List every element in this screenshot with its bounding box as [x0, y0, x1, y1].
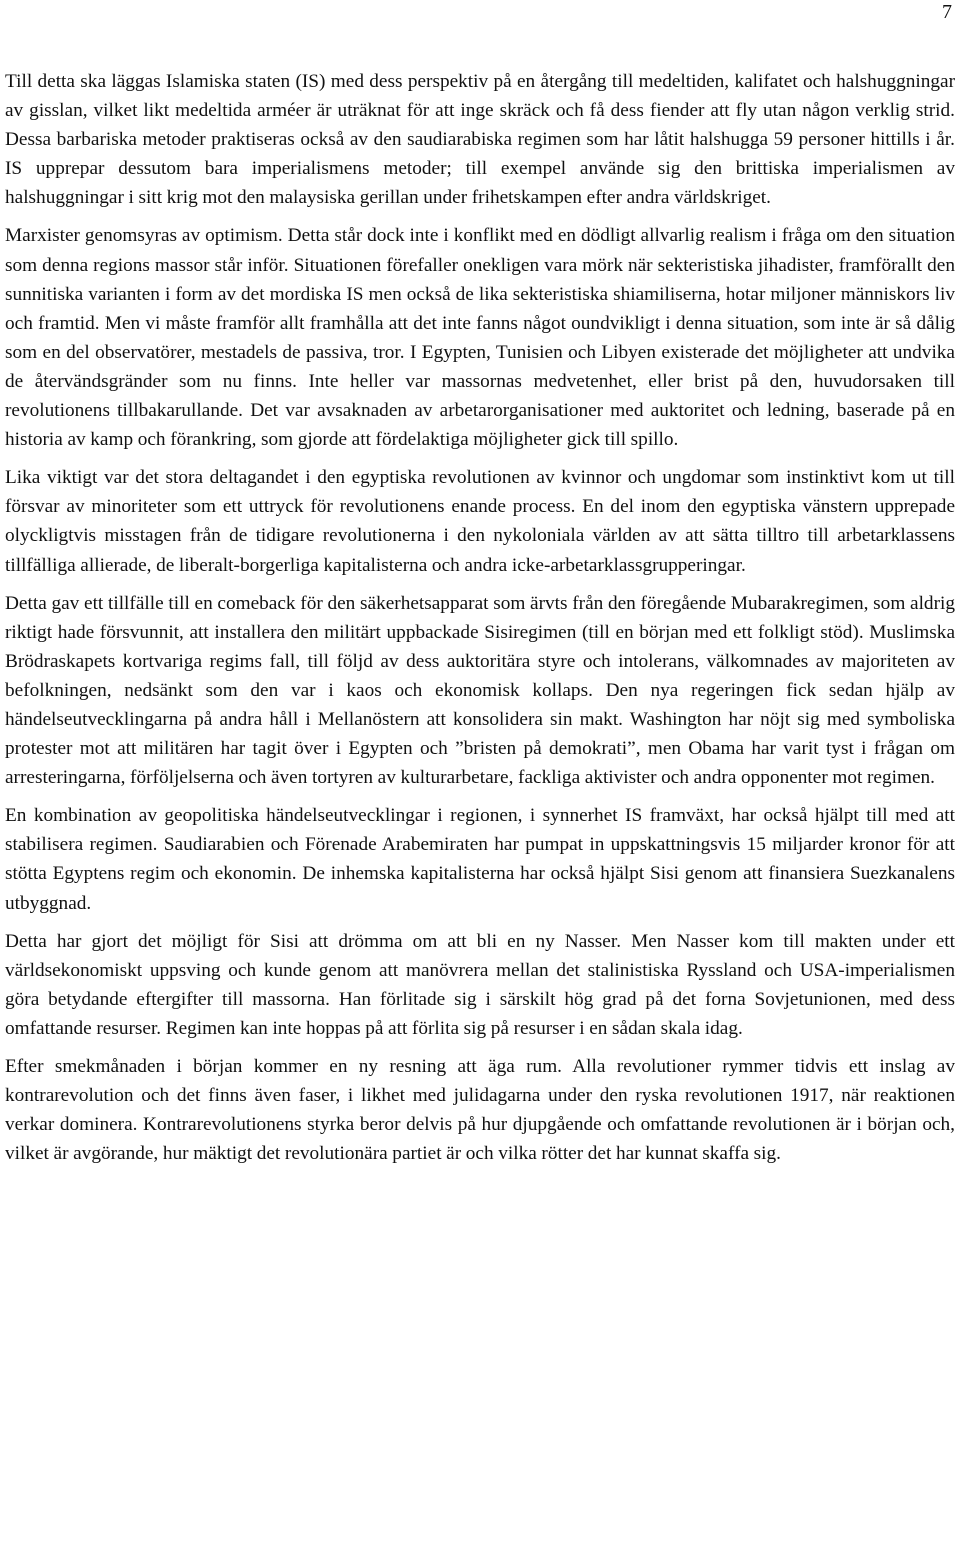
body-text	[5, 67, 955, 1177]
paragraph-4: Detta gav ett tillfälle till en comeback för den säkerhetsapparat som ärvts från den föregående Mubarakregimen, som aldrig riktigt hade försvunnit, att installera den militärt uppbackade Sisiregimen (till en början med ett folkligt stöd). Muslimska Brödraskapets kortvariga regims fall, till följd av dess auktoritära styre och intolerans, välkomnades av majoriteten av befolkningen, nedsänkt som den var i kaos och ekonomisk kollaps. Den nya regeringen fick sedan hjälp av händelseutvecklingarna på andra håll i Mellanöstern att konsolidera sin makt. Washington har nöjt sig med symboliska protester mot att militären har tagit över i Egypten och ”bristen på demokrati”, men Obama har varit tyst i frågan om arresteringarna, förföljelserna och även tortyren av kulturarbetare, fackliga aktivister och andra opponenter mot regimen.	[5, 592, 955, 789]
paragraph-7: Efter smekmånaden i början kommer en ny resning att äga rum. Alla revolutioner rymmer tidvis ett inslag av kontrarevolution och det finns även faser, i likhet med julidagarna under den ryska revolutionen 1917, när reaktionen verkar dominera. Kontrarevolutionens styrka beror delvis på hur djupgående och omfattande revolutionen är i början och, vilket är avgörande, hur mäktigt det revolutionära partiet är och vilka rötter det har kunnat skaffa sig.	[5, 1056, 955, 1165]
paragraph-1: Till detta ska läggas Islamiska staten (IS) med dess perspektiv på en återgång till medeltiden, kalifatet och halshuggningar av gisslan, vilket likt medeltida arméer är uträknat för att inge skräck och få dess fiender att fly utan någon verklig strid. Dessa barbariska metoder praktiseras också av den saudiarabiska regimen som har låtit halshugga 59 personer hittills i år. IS upprepar dessutom bara imperialismens metoder; till exempel använde sig den brittiska imperialismen av halshuggningar i sitt krig mot den malaysiska gerillan under frihetskampen efter andra världskriget.	[5, 71, 955, 209]
paragraph-5: En kombination av geopolitiska händelseutvecklingar i regionen, i synnerhet IS framväxt, har också hjälpt till med att stabilisera regimen. Saudiarabien och Förenade Arabemiraten har pumpat in uppskattningsvis 15 miljarder kronor för att stötta Egyptens regim och ekonomin. De inhemska kapitalisterna har också hjälpt Sisi genom att finansiera Suezkanalens utbyggnad.	[5, 805, 955, 914]
paragraph-3: Lika viktigt var det stora deltagandet i den egyptiska revolutionen av kvinnor och ungdomar som instinktivt kom ut till försvar av minoriteter som ett uttryck för revolutionens enande process. En del inom den egyptiska vänstern upprepade olyckligtvis misstagen från de tidigare revolutionerna i den nykoloniala världen av att sätta tilltro till arbetarklassens tillfälliga allierade, de liberalt-borgerliga kapitalisterna och andra icke-arbetarklassgrupperingar.	[5, 467, 955, 576]
paragraph-2: Marxister genomsyras av optimism. Detta står dock inte i konflikt med en dödligt allvarlig realism i fråga om den situation som denna regions massor står inför. Situationen förefaller onekligen vara mörk när sekteristiska jihadister, framförallt den sunnitiska varianten i form av det mordiska IS men också de lika sekteristiska shiamiliserna, hotar miljoner människors liv och framtid. Men vi måste framför allt framhålla att det inte fanns något oundvikligt i denna situation, som inte är så dålig som en del observatörer, mestadels de passiva, tror. I Egypten, Tunisien och Libyen existerade det möjligheter att undvika de återvändsgränder som nu finns. Inte heller var massornas medvetenhet, eller brist på den, huvudorsaken till revolutionens tillbakarullande. Det var avsaknaden av arbetarorganisationer med auktoritet och ledning, baserade på en historia av kamp och förankring, som gjorde att fördelaktiga möjligheter gick till spillo.	[5, 225, 955, 451]
paragraph-6: Detta har gjort det möjligt för Sisi att drömma om att bli en ny Nasser. Men Nasser kom till makten under ett världsekonomiskt uppsving och kunde genom att manövrera mellan det stalinistiska Ryssland och USA-imperialismen göra betydande eftergifter till massorna. Han förlitade sig i särskilt hög grad på det forna Sovjetunionen, med dess omfattande resurser. Regimen kan inte hoppas på att förlita sig på resurser i en sådan skala idag.	[5, 930, 955, 1039]
page-number: 7	[942, 1, 952, 23]
